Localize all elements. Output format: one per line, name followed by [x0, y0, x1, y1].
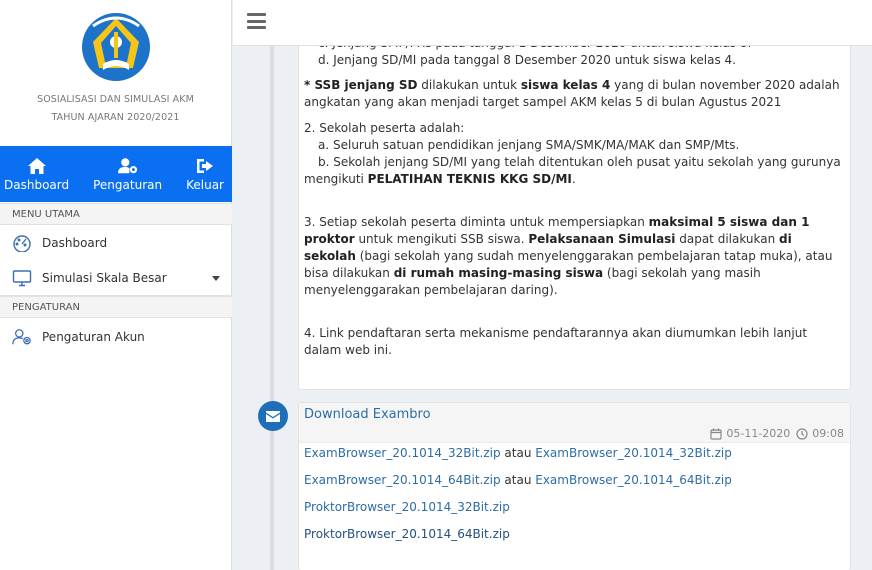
- top-bar: [233, 0, 872, 46]
- menu-item-pengaturan-akun[interactable]: [0, 319, 232, 355]
- top-nav-bar: [0, 146, 232, 202]
- p3-t5: (bagi sekolah yang masih menyelenggarakan pembelajaran daring).: [304, 266, 761, 297]
- monitor-icon: [12, 269, 32, 287]
- chevron-down-icon: [212, 276, 220, 281]
- p3-t1: 3. Setiap sekolah peserta diminta untuk mempersiapkan: [304, 215, 649, 229]
- p3-t3: dapat dilakukan: [675, 232, 780, 246]
- tut-wuri-handayani-logo: [81, 12, 151, 82]
- point4: 4. Link pendaftaran serta mekanisme pendaftarannya akan diumumkan lebih lanjut dalam web ini.: [304, 326, 808, 357]
- point2-b-text1: b. Sekolah jenjang SD/MI yang telah ditentukan oleh pusat yaitu sekolah yang gurunya mengikuti: [304, 155, 841, 186]
- nav-dashboard-label: Dashboard: [4, 177, 70, 192]
- menu-item-dashboard[interactable]: [0, 226, 232, 260]
- menu-section-settings: PENGATURAN: [0, 296, 232, 318]
- hamburger-menu-icon[interactable]: [247, 13, 266, 29]
- download-link-exam-64-a[interactable]: ExamBrowser_20.1014_64Bit.zip: [304, 473, 501, 487]
- p3-b1: maksimal 5 siswa dan 1 proktor: [304, 215, 810, 246]
- p3-b4: di rumah masing-masing siswa: [393, 266, 604, 280]
- download-row-4: [304, 527, 510, 541]
- nav-keluar-button[interactable]: [186, 146, 224, 202]
- download-row-3: [304, 500, 510, 514]
- nav-pengaturan-label: Pengaturan: [93, 177, 163, 192]
- logo-container: [0, 0, 231, 82]
- home-icon: [27, 157, 47, 175]
- point3: [304, 214, 844, 299]
- nav-pengaturan-button[interactable]: [93, 146, 162, 202]
- ssb-star: *: [304, 78, 315, 92]
- org-title-line2: TAHUN AJARAN 2020/2021: [51, 112, 180, 123]
- user-settings-icon: [12, 328, 32, 346]
- nav-dashboard-button[interactable]: [4, 146, 69, 202]
- menu-item-simulasi[interactable]: [0, 260, 232, 296]
- p3-b3: di sekolah: [304, 232, 792, 263]
- download-row-1: [304, 446, 732, 460]
- p3-t4: (bagi sekolah yang sudah menyelenggarakan pembelajaran tatap muka), atau bisa dilakukan: [304, 249, 833, 280]
- announcement-content: [304, 35, 844, 359]
- sign-out-icon: [195, 157, 215, 175]
- ssb-note: [304, 77, 844, 111]
- clock-icon: [796, 428, 808, 440]
- download-link-exam-32-a[interactable]: ExamBrowser_20.1014_32Bit.zip: [304, 446, 501, 460]
- download-title-link[interactable]: Download Exambro: [304, 407, 431, 422]
- nav-keluar-label: Keluar: [186, 177, 224, 192]
- ssb-bold1: SSB jenjang SD: [314, 78, 418, 92]
- point2-heading: 2. Sekolah peserta adalah:: [304, 121, 465, 135]
- download-link-exam-32-b[interactable]: ExamBrowser_20.1014_32Bit.zip: [535, 446, 732, 460]
- dashboard-gauge-icon: [12, 234, 32, 252]
- download-card: [298, 402, 851, 570]
- ssb-text2: yang di bulan november 2020 adalah angkatan yang akan menjadi target sampel AKM kelas 5 di bulan Agustus 2021: [304, 78, 840, 109]
- org-title-line1: SOSIALISASI DAN SIMULASI AKM: [37, 94, 194, 105]
- ssb-bold2: siswa kelas 4: [520, 78, 611, 92]
- separator-atau: atau: [500, 446, 536, 460]
- post-meta: [710, 427, 844, 440]
- timeline-line: [270, 0, 274, 570]
- menu-akun-label: Pengaturan Akun: [42, 330, 145, 344]
- ssb-text1: dilakukan untuk: [417, 78, 521, 92]
- sidebar: [0, 0, 232, 570]
- download-link-proktor-64[interactable]: ProktorBrowser_20.1014_64Bit.zip: [304, 527, 510, 541]
- point2-b-text2: .: [571, 172, 576, 186]
- user-gear-icon: [118, 157, 138, 175]
- post-date: 05-11-2020: [726, 427, 791, 440]
- menu-simulasi-label: Simulasi Skala Besar: [42, 270, 167, 285]
- calendar-icon: [710, 428, 722, 440]
- menu-section-main: MENU UTAMA: [0, 203, 232, 225]
- download-row-2: [304, 473, 732, 487]
- envelope-icon: [258, 401, 288, 431]
- separator-atau: atau: [500, 473, 536, 487]
- p3-t2: untuk mengikuti SSB siswa.: [354, 232, 529, 246]
- point2-b-bold: PELATIHAN TEKNIS KKG SD/MI: [367, 172, 572, 186]
- p3-b2: Pelaksanaan Simulasi: [528, 232, 676, 246]
- download-card-header: [299, 403, 850, 443]
- download-link-proktor-32[interactable]: ProktorBrowser_20.1014_32Bit.zip: [304, 500, 510, 514]
- download-link-exam-64-b[interactable]: ExamBrowser_20.1014_64Bit.zip: [535, 473, 732, 487]
- schedule-line-d: d. Jenjang SD/MI pada tanggal 8 Desember 2020 untuk siswa kelas 4.: [318, 53, 736, 67]
- post-time: 09:08: [812, 427, 844, 440]
- announcement-card: [298, 20, 851, 390]
- point2-a: a. Seluruh satuan pendidikan jenjang SMA/SMK/MA/MAK dan SMP/Mts.: [318, 138, 740, 152]
- point2-b: [304, 154, 844, 188]
- menu-dashboard-label: Dashboard: [42, 236, 108, 250]
